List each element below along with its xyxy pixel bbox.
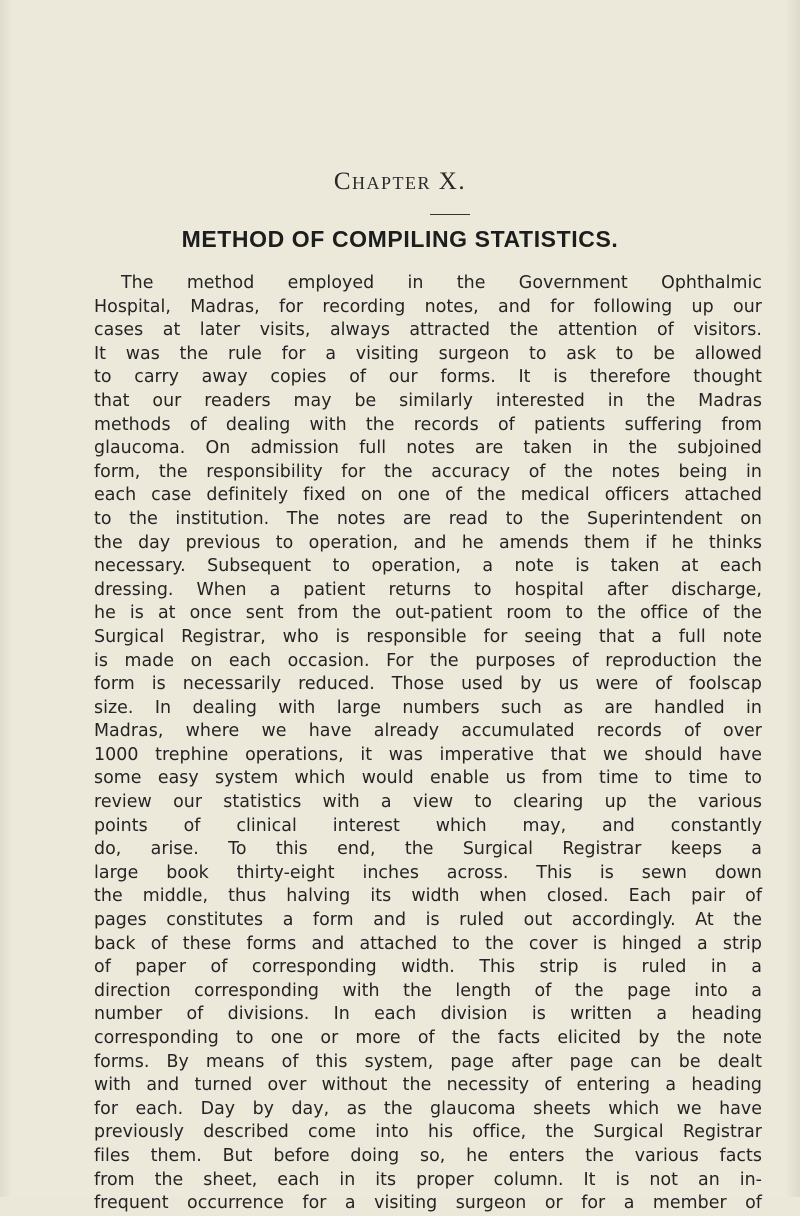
text-line: files them. But before doing so, he enters the various facts [94,1145,762,1166]
text-line: to carry away copies of our forms. It is therefore thought [94,367,762,388]
text-line: some easy system which would enable us from time to time to [94,768,762,789]
chapter-heading: Chapter X. [333,168,467,195]
text-line: points of clinical interest which may, and constantly [94,815,762,836]
text-line: to the institution. The notes are read to the Superintendent on [94,508,762,529]
text-line: the middle, thus halving its width when closed. Each pair of [94,886,762,907]
text-line: methods of dealing with the records of patients suffering from [94,414,762,435]
text-line: size. In dealing with large numbers such as are handled in [94,697,762,718]
text-line: previously described come into his office, the Surgical Registrar [94,1122,762,1143]
text-line: each case definitely fixed on one of the medical officers attached [94,485,762,506]
text-line: with and turned over without the necessity of entering a heading [94,1075,762,1096]
text-line: the day previous to operation, and he amends them if he thinks [94,532,762,553]
text-line: for each. Day by day, as the glaucoma sheets which we have [94,1098,762,1119]
text-line: frequent occurrence for a visiting surgeon or for a member of [94,1193,762,1214]
text-line: that our readers may be similarly interested in the Madras [94,390,762,411]
text-line: forms. By means of this system, page after page can be dealt [94,1051,762,1072]
heading-rule [430,214,470,215]
text-line: pages constitutes a form and is ruled out accordingly. At the [94,910,762,931]
text-line: It was the rule for a visiting surgeon to ask to be allowed [94,343,762,364]
text-line: number of divisions. In each division is written a heading [94,1004,762,1025]
text-line: of paper of corresponding width. This strip is ruled in a [94,957,762,978]
body-paragraph [94,272,762,1216]
text-line: glaucoma. On admission full notes are taken in the subjoined [94,438,762,459]
text-line: from the sheet, each in its proper column. It is not an in- [94,1169,762,1190]
section-title: METHOD OF COMPILING STATISTICS. [181,226,619,252]
text-line: Hospital, Madras, for recording notes, and for following up our [94,296,762,317]
text-line: dressing. When a patient returns to hospital after discharge, [94,579,762,600]
text-line: cases at later visits, always attracted the attention of visitors. [94,320,762,341]
text-line: corresponding to one or more of the facts elicited by the note [94,1028,762,1048]
text-line: large book thirty-eight inches across. This is sewn down [94,862,762,883]
text-line: do, arise. To this end, the Surgical Registrar keeps a [94,839,762,860]
text-line: form, the responsibility for the accuracy of the notes being in [94,461,762,482]
text-line: direction corresponding with the length of the page into a [94,980,762,1001]
text-line: form is necessarily reduced. Those used by us were of foolscap [94,674,762,695]
text-line: back of these forms and attached to the cover is hinged a strip [94,933,762,954]
text-line: Madras, where we have already accumulated records of over [94,721,762,742]
text-line: is made on each occasion. For the purposes of reproduction the [94,650,762,671]
text-line: The method employed in the Government Ophthalmic [121,273,762,293]
text-line: necessary. Subsequent to operation, a note is taken at each [94,556,762,577]
text-line: he is at once sent from the out-patient room to the office of the [94,603,762,624]
text-line: 1000 trephine operations, it was imperative that we should have [94,744,762,765]
text-line: Surgical Registrar, who is responsible for seeing that a full note [94,626,762,647]
text-line: review our statistics with a view to clearing up the various [94,792,762,813]
